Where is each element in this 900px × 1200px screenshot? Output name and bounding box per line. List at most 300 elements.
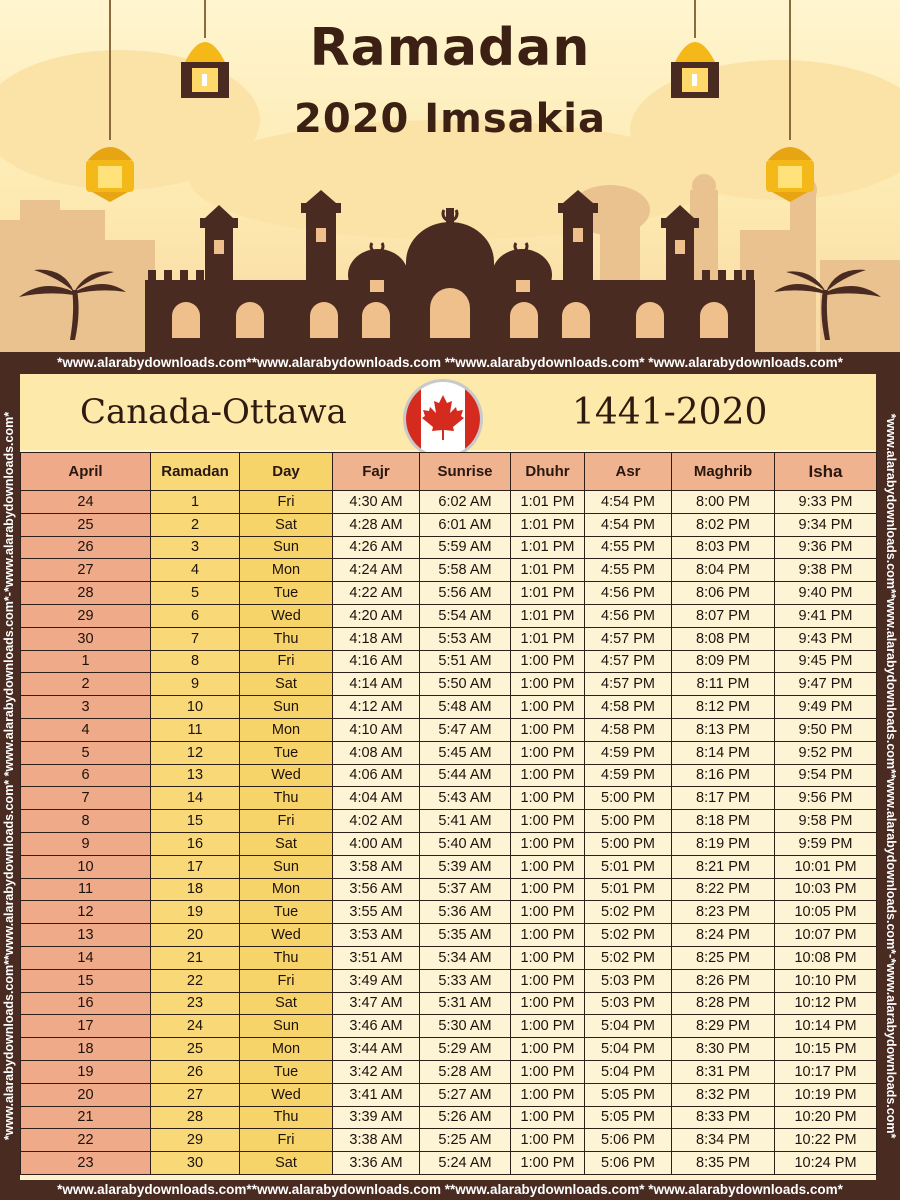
cell-isha: 9:50 PM [775,718,877,741]
cell-maghrib: 8:29 PM [672,1015,775,1038]
column-header: April [21,453,151,491]
cell-sunrise: 5:25 AM [420,1129,511,1152]
cell-day: Thu [240,787,333,810]
cell-maghrib: 8:31 PM [672,1060,775,1083]
table-row [21,969,877,992]
cell-isha: 9:34 PM [775,513,877,536]
cell-april: 4 [21,718,151,741]
cell-day: Sat [240,513,333,536]
cell-isha: 9:59 PM [775,832,877,855]
cell-maghrib: 8:12 PM [672,696,775,719]
table-row [21,559,877,582]
table-row [21,696,877,719]
cell-sunrise: 5:51 AM [420,650,511,673]
cell-isha: 10:03 PM [775,878,877,901]
cell-april: 29 [21,604,151,627]
cell-ramadan: 21 [151,946,240,969]
cell-ramadan: 25 [151,1038,240,1061]
cell-dhuhr: 1:00 PM [511,673,585,696]
cell-maghrib: 8:16 PM [672,764,775,787]
cell-asr: 4:57 PM [585,673,672,696]
cell-day: Sat [240,673,333,696]
cell-day: Sun [240,855,333,878]
cell-sunrise: 5:47 AM [420,718,511,741]
table-row [21,1060,877,1083]
cell-april: 23 [21,1152,151,1175]
watermark-left-text: *www.alarabydownloads.com**www.alarabydownloads.com* *www.alarabydownloads.com*-*www.alarabydownloads.com* [2,411,16,1141]
cell-asr: 5:01 PM [585,878,672,901]
cell-dhuhr: 1:00 PM [511,946,585,969]
cell-ramadan: 19 [151,901,240,924]
timetable-panel [20,374,876,1180]
cell-day: Tue [240,901,333,924]
cell-sunrise: 5:41 AM [420,810,511,833]
cell-april: 1 [21,650,151,673]
cell-asr: 5:06 PM [585,1152,672,1175]
cell-sunrise: 5:53 AM [420,627,511,650]
cell-fajr: 3:42 AM [333,1060,420,1083]
cell-dhuhr: 1:00 PM [511,764,585,787]
cell-dhuhr: 1:00 PM [511,1083,585,1106]
cell-fajr: 3:49 AM [333,969,420,992]
cell-isha: 9:47 PM [775,673,877,696]
table-row [21,536,877,559]
cell-asr: 4:55 PM [585,536,672,559]
cell-april: 22 [21,1129,151,1152]
cell-april: 21 [21,1106,151,1129]
cell-fajr: 4:30 AM [333,491,420,514]
hijri-year-label: 1441-2020 [572,392,768,433]
cell-dhuhr: 1:00 PM [511,718,585,741]
cell-april: 27 [21,559,151,582]
cell-isha: 10:19 PM [775,1083,877,1106]
cell-isha: 9:49 PM [775,696,877,719]
cell-isha: 10:20 PM [775,1106,877,1129]
cell-ramadan: 15 [151,810,240,833]
cell-sunrise: 5:29 AM [420,1038,511,1061]
cell-dhuhr: 1:00 PM [511,1106,585,1129]
cell-sunrise: 5:24 AM [420,1152,511,1175]
column-header: Ramadan [151,453,240,491]
table-row [21,992,877,1015]
cell-dhuhr: 1:00 PM [511,1038,585,1061]
cell-dhuhr: 1:00 PM [511,992,585,1015]
cell-april: 14 [21,946,151,969]
cell-april: 18 [21,1038,151,1061]
cell-asr: 5:06 PM [585,1129,672,1152]
cell-ramadan: 17 [151,855,240,878]
cell-maghrib: 8:08 PM [672,627,775,650]
cell-asr: 5:00 PM [585,810,672,833]
table-row [21,901,877,924]
cell-isha: 10:14 PM [775,1015,877,1038]
cell-asr: 5:00 PM [585,787,672,810]
table-row [21,1106,877,1129]
cell-april: 3 [21,696,151,719]
cell-isha: 9:54 PM [775,764,877,787]
table-row [21,1152,877,1175]
cell-dhuhr: 1:01 PM [511,604,585,627]
cell-asr: 4:55 PM [585,559,672,582]
cell-dhuhr: 1:00 PM [511,1152,585,1175]
cell-asr: 5:04 PM [585,1038,672,1061]
cell-asr: 5:02 PM [585,901,672,924]
column-header: Maghrib [672,453,775,491]
cell-isha: 10:24 PM [775,1152,877,1175]
cell-day: Fri [240,810,333,833]
column-header: Isha [775,453,877,491]
cell-ramadan: 9 [151,673,240,696]
cell-dhuhr: 1:00 PM [511,1015,585,1038]
table-row [21,650,877,673]
cell-fajr: 3:44 AM [333,1038,420,1061]
cell-dhuhr: 1:01 PM [511,536,585,559]
cell-sunrise: 5:45 AM [420,741,511,764]
canada-flag-icon [401,377,485,461]
cell-isha: 9:43 PM [775,627,877,650]
cell-sunrise: 5:27 AM [420,1083,511,1106]
cell-ramadan: 2 [151,513,240,536]
cell-dhuhr: 1:01 PM [511,627,585,650]
cell-ramadan: 10 [151,696,240,719]
cell-isha: 9:45 PM [775,650,877,673]
cell-april: 11 [21,878,151,901]
cell-ramadan: 20 [151,924,240,947]
table-row [21,604,877,627]
cell-fajr: 3:36 AM [333,1152,420,1175]
cell-asr: 4:56 PM [585,582,672,605]
cell-ramadan: 11 [151,718,240,741]
cell-fajr: 4:26 AM [333,536,420,559]
cell-maghrib: 8:22 PM [672,878,775,901]
cell-isha: 9:56 PM [775,787,877,810]
column-header: Fajr [333,453,420,491]
cell-fajr: 3:46 AM [333,1015,420,1038]
cell-day: Tue [240,582,333,605]
cell-asr: 5:03 PM [585,969,672,992]
table-body [21,491,877,1175]
cell-day: Wed [240,604,333,627]
cell-fajr: 3:47 AM [333,992,420,1015]
cell-isha: 10:12 PM [775,992,877,1015]
cell-maghrib: 8:23 PM [672,901,775,924]
cell-fajr: 4:00 AM [333,832,420,855]
cell-dhuhr: 1:00 PM [511,924,585,947]
column-header: Asr [585,453,672,491]
cell-day: Fri [240,1129,333,1152]
cell-april: 30 [21,627,151,650]
cell-day: Mon [240,559,333,582]
cell-maghrib: 8:02 PM [672,513,775,536]
cell-fajr: 4:10 AM [333,718,420,741]
cell-sunrise: 5:44 AM [420,764,511,787]
prayer-timetable [20,452,877,1175]
cell-dhuhr: 1:00 PM [511,832,585,855]
cell-sunrise: 5:40 AM [420,832,511,855]
cell-day: Thu [240,946,333,969]
cell-isha: 9:58 PM [775,810,877,833]
cell-dhuhr: 1:01 PM [511,491,585,514]
location-bar [20,374,876,450]
cell-asr: 5:01 PM [585,855,672,878]
cell-sunrise: 5:56 AM [420,582,511,605]
cell-fajr: 4:22 AM [333,582,420,605]
cell-isha: 9:36 PM [775,536,877,559]
cell-day: Mon [240,878,333,901]
cell-sunrise: 5:50 AM [420,673,511,696]
table-row [21,1129,877,1152]
table-row [21,787,877,810]
cell-dhuhr: 1:00 PM [511,1129,585,1152]
cell-asr: 4:56 PM [585,604,672,627]
cell-asr: 4:54 PM [585,491,672,514]
cell-day: Wed [240,1083,333,1106]
table-row [21,832,877,855]
cell-april: 8 [21,810,151,833]
cell-ramadan: 5 [151,582,240,605]
cell-dhuhr: 1:01 PM [511,582,585,605]
table-row [21,718,877,741]
page-subtitle: 2020 Imsakia [294,96,606,142]
cell-maghrib: 8:14 PM [672,741,775,764]
cell-fajr: 4:08 AM [333,741,420,764]
cell-asr: 5:05 PM [585,1083,672,1106]
cell-day: Sat [240,832,333,855]
cell-april: 7 [21,787,151,810]
cell-day: Mon [240,1038,333,1061]
cell-ramadan: 1 [151,491,240,514]
cell-asr: 5:02 PM [585,946,672,969]
cell-sunrise: 5:33 AM [420,969,511,992]
cell-maghrib: 8:03 PM [672,536,775,559]
cell-day: Sun [240,1015,333,1038]
cell-april: 2 [21,673,151,696]
cell-april: 10 [21,855,151,878]
cell-april: 26 [21,536,151,559]
column-header: Day [240,453,333,491]
cell-isha: 10:15 PM [775,1038,877,1061]
cell-dhuhr: 1:00 PM [511,855,585,878]
cell-dhuhr: 1:00 PM [511,650,585,673]
cell-maghrib: 8:11 PM [672,673,775,696]
cell-isha: 9:33 PM [775,491,877,514]
cell-asr: 4:54 PM [585,513,672,536]
cell-asr: 4:58 PM [585,696,672,719]
cell-asr: 5:03 PM [585,992,672,1015]
table-row [21,946,877,969]
page-title: Ramadan [309,18,591,78]
cell-sunrise: 5:26 AM [420,1106,511,1129]
cell-april: 5 [21,741,151,764]
cell-isha: 9:38 PM [775,559,877,582]
cell-april: 13 [21,924,151,947]
cell-isha: 9:52 PM [775,741,877,764]
watermark-top: *www.alarabydownloads.com**www.alarabydownloads.com **www.alarabydownloads.com* *www.alarabydownloads.com* [57,355,843,370]
cell-dhuhr: 1:00 PM [511,741,585,764]
cell-day: Thu [240,627,333,650]
cell-day: Thu [240,1106,333,1129]
cell-april: 24 [21,491,151,514]
cell-asr: 4:57 PM [585,627,672,650]
table-row [21,764,877,787]
cell-dhuhr: 1:00 PM [511,810,585,833]
cell-fajr: 3:58 AM [333,855,420,878]
cell-april: 28 [21,582,151,605]
cell-ramadan: 6 [151,604,240,627]
cell-april: 25 [21,513,151,536]
cell-ramadan: 29 [151,1129,240,1152]
cell-asr: 4:59 PM [585,764,672,787]
cell-sunrise: 5:28 AM [420,1060,511,1083]
table-row [21,513,877,536]
table-row [21,582,877,605]
cell-fajr: 4:16 AM [333,650,420,673]
cell-fajr: 4:24 AM [333,559,420,582]
cell-maghrib: 8:33 PM [672,1106,775,1129]
cell-day: Tue [240,1060,333,1083]
cell-sunrise: 5:35 AM [420,924,511,947]
cell-day: Sat [240,992,333,1015]
cell-ramadan: 13 [151,764,240,787]
cell-fajr: 3:51 AM [333,946,420,969]
cell-sunrise: 5:59 AM [420,536,511,559]
cell-sunrise: 5:34 AM [420,946,511,969]
table-row [21,1083,877,1106]
cell-maghrib: 8:00 PM [672,491,775,514]
cell-day: Sun [240,536,333,559]
cell-isha: 9:41 PM [775,604,877,627]
cell-maghrib: 8:24 PM [672,924,775,947]
cell-fajr: 4:02 AM [333,810,420,833]
cell-ramadan: 30 [151,1152,240,1175]
table-row [21,924,877,947]
cell-ramadan: 18 [151,878,240,901]
cell-sunrise: 5:31 AM [420,992,511,1015]
cell-april: 6 [21,764,151,787]
cell-april: 16 [21,992,151,1015]
table-row [21,491,877,514]
cell-ramadan: 14 [151,787,240,810]
cell-isha: 10:08 PM [775,946,877,969]
cell-dhuhr: 1:00 PM [511,1060,585,1083]
cell-ramadan: 3 [151,536,240,559]
cell-maghrib: 8:19 PM [672,832,775,855]
cell-day: Sun [240,696,333,719]
watermark-bottom: *www.alarabydownloads.com**www.alarabydownloads.com **www.alarabydownloads.com* *www.alarabydownloads.com* [57,1182,843,1197]
cell-maghrib: 8:17 PM [672,787,775,810]
cell-maghrib: 8:30 PM [672,1038,775,1061]
table-header-row [21,453,877,491]
column-header: Dhuhr [511,453,585,491]
cell-fajr: 3:55 AM [333,901,420,924]
cell-april: 12 [21,901,151,924]
cell-fajr: 3:56 AM [333,878,420,901]
cell-ramadan: 16 [151,832,240,855]
cell-day: Tue [240,741,333,764]
cell-dhuhr: 1:01 PM [511,513,585,536]
table-row [21,878,877,901]
cell-april: 17 [21,1015,151,1038]
cell-sunrise: 5:43 AM [420,787,511,810]
cell-fajr: 3:41 AM [333,1083,420,1106]
cell-maghrib: 8:04 PM [672,559,775,582]
cell-dhuhr: 1:00 PM [511,878,585,901]
table-row [21,1015,877,1038]
table-row [21,810,877,833]
cell-fajr: 3:38 AM [333,1129,420,1152]
cell-ramadan: 7 [151,627,240,650]
cell-ramadan: 22 [151,969,240,992]
cell-asr: 5:02 PM [585,924,672,947]
cell-day: Fri [240,969,333,992]
cell-sunrise: 5:58 AM [420,559,511,582]
cell-april: 20 [21,1083,151,1106]
cell-isha: 9:40 PM [775,582,877,605]
cell-maghrib: 8:32 PM [672,1083,775,1106]
cell-maghrib: 8:25 PM [672,946,775,969]
cell-asr: 5:00 PM [585,832,672,855]
cell-fajr: 4:06 AM [333,764,420,787]
watermark-left [0,372,18,1180]
cell-sunrise: 5:48 AM [420,696,511,719]
column-header: Sunrise [420,453,511,491]
cell-day: Fri [240,491,333,514]
cell-maghrib: 8:28 PM [672,992,775,1015]
cell-maghrib: 8:13 PM [672,718,775,741]
cell-sunrise: 5:39 AM [420,855,511,878]
table-row [21,741,877,764]
table-row [21,673,877,696]
cell-isha: 10:22 PM [775,1129,877,1152]
cell-asr: 5:05 PM [585,1106,672,1129]
cell-ramadan: 24 [151,1015,240,1038]
cell-fajr: 4:14 AM [333,673,420,696]
cell-dhuhr: 1:00 PM [511,969,585,992]
cell-sunrise: 5:30 AM [420,1015,511,1038]
cell-day: Fri [240,650,333,673]
cell-asr: 4:57 PM [585,650,672,673]
cell-fajr: 4:04 AM [333,787,420,810]
city-label: Canada-Ottawa [80,392,347,432]
cell-asr: 4:58 PM [585,718,672,741]
cell-day: Wed [240,764,333,787]
cell-ramadan: 23 [151,992,240,1015]
cell-maghrib: 8:09 PM [672,650,775,673]
cell-maghrib: 8:26 PM [672,969,775,992]
cell-isha: 10:01 PM [775,855,877,878]
cell-fajr: 4:28 AM [333,513,420,536]
cell-maghrib: 8:35 PM [672,1152,775,1175]
cell-fajr: 3:53 AM [333,924,420,947]
table-row [21,1038,877,1061]
table-row [21,855,877,878]
cell-sunrise: 6:01 AM [420,513,511,536]
header-banner [0,0,900,352]
cell-day: Wed [240,924,333,947]
cell-sunrise: 6:02 AM [420,491,511,514]
cell-maghrib: 8:34 PM [672,1129,775,1152]
cell-ramadan: 28 [151,1106,240,1129]
cell-april: 9 [21,832,151,855]
cell-april: 15 [21,969,151,992]
cell-dhuhr: 1:01 PM [511,559,585,582]
cell-sunrise: 5:54 AM [420,604,511,627]
cell-maghrib: 8:06 PM [672,582,775,605]
cell-isha: 10:17 PM [775,1060,877,1083]
cell-ramadan: 8 [151,650,240,673]
cell-isha: 10:05 PM [775,901,877,924]
cell-ramadan: 26 [151,1060,240,1083]
